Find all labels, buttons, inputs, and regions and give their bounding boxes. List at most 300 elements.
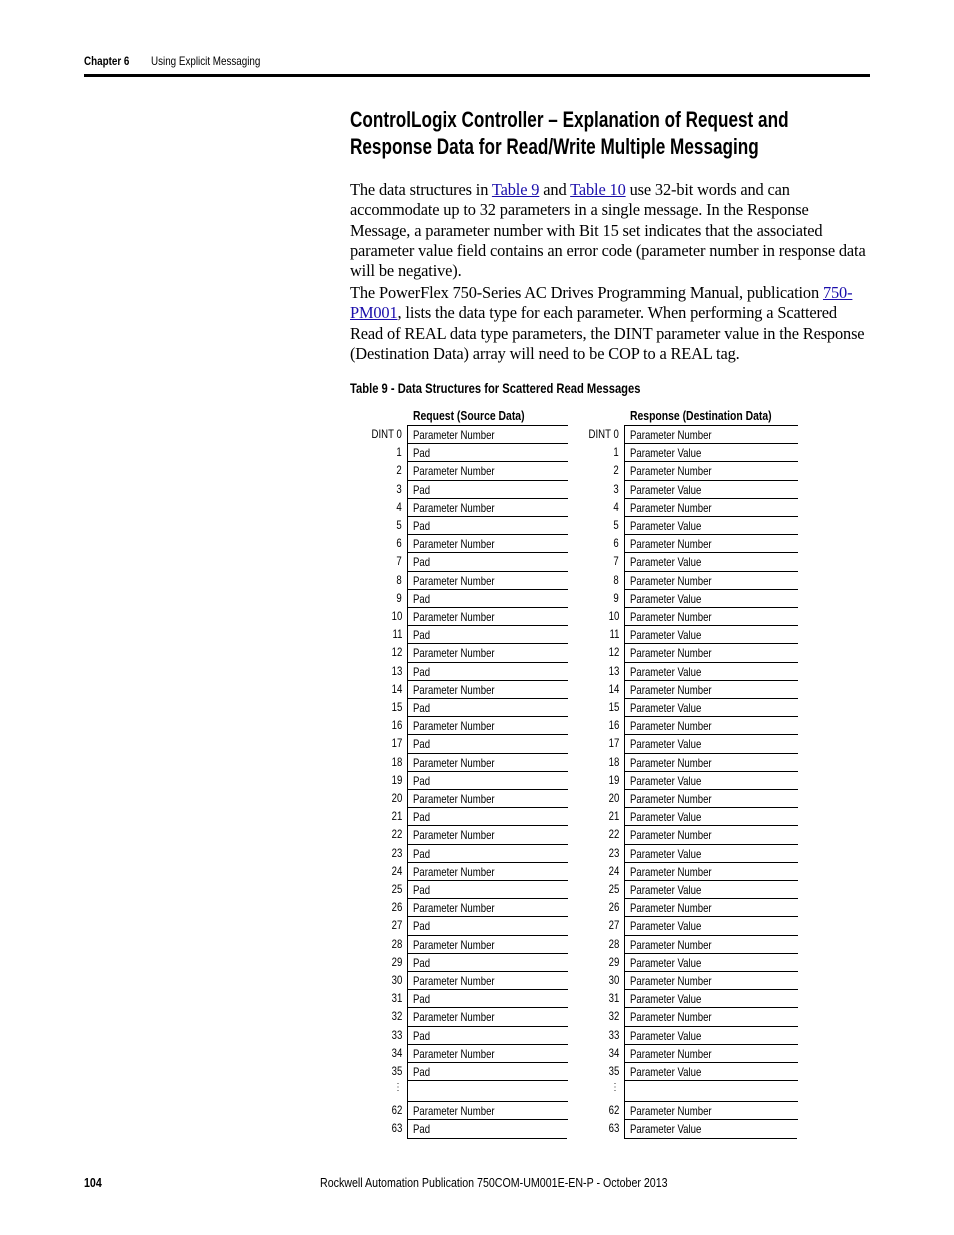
row-label: Pad bbox=[413, 701, 431, 715]
table-row bbox=[342, 935, 568, 953]
row-label: Parameter Value bbox=[630, 919, 702, 934]
row-label: Parameter Value bbox=[630, 519, 702, 533]
row-label: Parameter Value bbox=[630, 737, 702, 752]
table-row bbox=[559, 807, 798, 825]
row-cell bbox=[407, 844, 568, 862]
row-cell bbox=[624, 916, 798, 934]
row-index-text: 8 bbox=[396, 572, 402, 587]
table-row bbox=[342, 571, 568, 589]
row-index-text: 16 bbox=[608, 718, 619, 733]
row-label: Parameter Number bbox=[413, 428, 495, 442]
table-row bbox=[342, 807, 568, 825]
table-bottom-rule bbox=[624, 1138, 797, 1139]
row-cell bbox=[407, 989, 568, 1007]
header-title: Using Explicit Messaging bbox=[151, 54, 261, 68]
row-cell bbox=[624, 607, 798, 625]
table-row bbox=[559, 680, 798, 698]
table-row bbox=[342, 589, 568, 607]
row-cell bbox=[624, 971, 798, 989]
row-index-text: 35 bbox=[608, 1064, 619, 1078]
row-cell bbox=[624, 898, 798, 916]
row-index-text: 28 bbox=[391, 936, 402, 951]
row-cell bbox=[624, 461, 798, 479]
row-index-text: 6 bbox=[396, 536, 402, 551]
row-index-text: 11 bbox=[609, 627, 619, 642]
para1-text-1: The data structures in bbox=[350, 180, 492, 199]
row-label: Parameter Number bbox=[413, 792, 495, 806]
row-index-text: 11 bbox=[392, 627, 402, 642]
table-row bbox=[559, 916, 798, 934]
row-cell bbox=[407, 1101, 568, 1119]
row-index-text: 14 bbox=[391, 681, 402, 696]
header-rule bbox=[84, 74, 870, 77]
row-index-text: 63 bbox=[391, 1121, 402, 1136]
row-index-text: 3 bbox=[396, 481, 402, 496]
row-index bbox=[559, 554, 619, 568]
row-index-text: 25 bbox=[391, 882, 402, 896]
row-index bbox=[342, 1009, 402, 1023]
request-column-header: Request (Source Data) bbox=[413, 408, 525, 423]
table-row bbox=[559, 1026, 798, 1044]
row-index bbox=[559, 882, 619, 896]
row-cell bbox=[407, 862, 568, 880]
table-row bbox=[559, 1044, 798, 1062]
row-index bbox=[342, 900, 402, 914]
row-index bbox=[342, 445, 402, 459]
table-row bbox=[559, 771, 798, 789]
row-index bbox=[342, 427, 402, 441]
row-cell bbox=[407, 734, 568, 752]
table-row bbox=[342, 716, 568, 734]
row-cell bbox=[624, 734, 798, 752]
table-row bbox=[559, 1007, 798, 1025]
table-row bbox=[342, 1080, 568, 1098]
table-row bbox=[559, 716, 798, 734]
publication-link[interactable]: 750-PM001 bbox=[350, 283, 853, 323]
row-cell bbox=[407, 935, 568, 953]
row-label: Parameter Value bbox=[630, 883, 702, 897]
row-cell bbox=[407, 498, 568, 516]
table-row bbox=[342, 1119, 568, 1137]
table-row bbox=[342, 698, 568, 716]
row-index-text: 32 bbox=[608, 1009, 619, 1024]
row-cell bbox=[407, 625, 568, 643]
row-label: Pad bbox=[413, 664, 431, 679]
table-row bbox=[342, 789, 568, 807]
row-cell bbox=[407, 516, 568, 534]
row-label: Parameter Number bbox=[413, 500, 495, 515]
row-index-text: 8 bbox=[613, 572, 619, 587]
row-label: Pad bbox=[413, 846, 431, 861]
table-row bbox=[342, 844, 568, 862]
row-cell bbox=[624, 1026, 798, 1044]
table-caption: Table 9 - Data Structures for Scattered Read Messages bbox=[350, 380, 641, 396]
table-row bbox=[559, 844, 798, 862]
row-index-text: 63 bbox=[608, 1121, 619, 1136]
row-index-text: 16 bbox=[391, 718, 402, 733]
row-cell bbox=[624, 771, 798, 789]
row-index bbox=[559, 664, 619, 678]
row-cell bbox=[407, 534, 568, 552]
row-index bbox=[342, 573, 402, 587]
row-index-text: 5 bbox=[613, 518, 619, 532]
table-row bbox=[559, 498, 798, 516]
row-index bbox=[342, 482, 402, 496]
row-index bbox=[342, 755, 402, 769]
row-cell bbox=[624, 789, 798, 807]
row-index-text: 24 bbox=[391, 863, 402, 878]
row-cell bbox=[624, 716, 798, 734]
row-cell bbox=[624, 844, 798, 862]
row-index bbox=[559, 518, 619, 532]
row-label: Parameter Value bbox=[630, 446, 702, 461]
row-cell bbox=[407, 662, 568, 680]
row-label: Parameter Number bbox=[413, 682, 495, 697]
row-index bbox=[342, 518, 402, 532]
table-row bbox=[559, 443, 798, 461]
row-cell bbox=[624, 534, 798, 552]
row-label: Parameter Number bbox=[630, 500, 712, 515]
row-label: Parameter Value bbox=[630, 591, 702, 606]
table-row bbox=[559, 552, 798, 570]
row-index bbox=[559, 682, 619, 696]
table-row bbox=[342, 662, 568, 680]
row-index-text: 18 bbox=[391, 754, 402, 769]
row-cell bbox=[624, 753, 798, 771]
table-row bbox=[342, 680, 568, 698]
table-row bbox=[342, 862, 568, 880]
row-index-text: 33 bbox=[608, 1027, 619, 1042]
row-label: Parameter Number bbox=[630, 464, 712, 479]
row-cell bbox=[624, 1007, 798, 1025]
row-cell bbox=[407, 643, 568, 661]
row-label: Parameter Number bbox=[630, 646, 712, 661]
table-row bbox=[559, 734, 798, 752]
row-label: Parameter Value bbox=[630, 1028, 702, 1043]
response-column-header: Response (Destination Data) bbox=[630, 408, 772, 423]
row-label: Parameter Value bbox=[630, 555, 702, 570]
row-label: Parameter Value bbox=[630, 773, 702, 788]
row-index bbox=[559, 937, 619, 951]
row-index bbox=[559, 591, 619, 605]
row-index bbox=[559, 827, 619, 841]
table-row bbox=[342, 971, 568, 989]
row-index bbox=[559, 1103, 619, 1117]
row-index-text: 29 bbox=[391, 954, 402, 969]
row-label: Pad bbox=[413, 1028, 431, 1043]
row-index-text: 23 bbox=[608, 845, 619, 860]
row-label: Parameter Number bbox=[630, 1104, 712, 1119]
row-cell bbox=[407, 807, 568, 825]
row-index-text: 33 bbox=[391, 1027, 402, 1042]
row-index bbox=[342, 609, 402, 623]
table-row bbox=[559, 461, 798, 479]
row-cell bbox=[407, 480, 568, 498]
table-row bbox=[559, 825, 798, 843]
row-cell bbox=[624, 1101, 798, 1119]
table-row bbox=[342, 825, 568, 843]
row-index bbox=[342, 991, 402, 1005]
table-row bbox=[559, 880, 798, 898]
row-index bbox=[559, 463, 619, 477]
row-index-text: 7 bbox=[613, 554, 619, 569]
row-index bbox=[559, 1121, 619, 1135]
row-label: Parameter Value bbox=[630, 955, 702, 970]
row-cell bbox=[407, 1026, 568, 1044]
row-index-text: 34 bbox=[608, 1045, 619, 1060]
row-label: Parameter Number bbox=[630, 901, 712, 916]
row-index-text: 27 bbox=[391, 918, 402, 933]
row-cell bbox=[624, 425, 798, 443]
row-index-text: 23 bbox=[391, 845, 402, 860]
row-index-text: 12 bbox=[391, 645, 402, 660]
row-label: Parameter Number bbox=[413, 719, 495, 734]
row-index-text: 9 bbox=[613, 590, 619, 605]
row-label: Parameter Number bbox=[413, 1104, 495, 1119]
table-row bbox=[342, 552, 568, 570]
row-index-text: 35 bbox=[391, 1064, 402, 1078]
row-index bbox=[342, 591, 402, 605]
row-index bbox=[342, 536, 402, 550]
row-index-text: 31 bbox=[608, 991, 619, 1006]
row-index-text: 14 bbox=[608, 681, 619, 696]
row-cell bbox=[624, 953, 798, 971]
row-index-text: 18 bbox=[608, 754, 619, 769]
row-index bbox=[559, 500, 619, 514]
table-row bbox=[559, 698, 798, 716]
row-index bbox=[559, 991, 619, 1005]
row-label: Parameter Value bbox=[630, 1122, 702, 1137]
row-index bbox=[559, 755, 619, 769]
row-index bbox=[559, 573, 619, 587]
row-label: Pad bbox=[413, 482, 431, 497]
table-row bbox=[559, 571, 798, 589]
table-row bbox=[342, 1026, 568, 1044]
row-label: Parameter Number bbox=[630, 974, 712, 988]
section-heading: ControlLogix Controller – Explanation of Request and Response Data for Read/Write Multiple Messaging bbox=[350, 107, 789, 159]
row-label: Parameter Number bbox=[630, 864, 712, 879]
table-row bbox=[342, 771, 568, 789]
table-row bbox=[342, 498, 568, 516]
row-index bbox=[342, 1121, 402, 1135]
row-label: Parameter Number bbox=[413, 937, 495, 952]
row-cell bbox=[407, 443, 568, 461]
row-label: Parameter Number bbox=[413, 646, 495, 661]
row-cell bbox=[624, 589, 798, 607]
table-row bbox=[342, 916, 568, 934]
row-index-text: 15 bbox=[391, 700, 402, 714]
row-label: Parameter Number bbox=[630, 755, 712, 770]
row-cell bbox=[624, 698, 798, 716]
table-row bbox=[342, 425, 568, 443]
row-cell bbox=[624, 862, 798, 880]
row-index-text: 26 bbox=[608, 900, 619, 915]
table-row bbox=[559, 1119, 798, 1137]
row-index-text: 20 bbox=[608, 791, 619, 805]
row-index bbox=[342, 1046, 402, 1060]
row-cell bbox=[407, 953, 568, 971]
row-index-text: 30 bbox=[391, 973, 402, 987]
row-index bbox=[342, 718, 402, 732]
row-index bbox=[342, 554, 402, 568]
row-index-text: 12 bbox=[608, 645, 619, 660]
row-label: Parameter Number bbox=[630, 1010, 712, 1025]
row-index-text: 25 bbox=[608, 882, 619, 896]
page-number: 104 bbox=[84, 1175, 102, 1190]
row-index bbox=[559, 846, 619, 860]
row-cell bbox=[407, 971, 568, 989]
footer-publication: Rockwell Automation Publication 750COM-UM001E-EN-P - October 2013 bbox=[320, 1175, 668, 1190]
row-label: Pad bbox=[413, 446, 431, 461]
row-label: Parameter Number bbox=[413, 464, 495, 479]
row-index-text: 10 bbox=[391, 609, 402, 623]
row-index bbox=[342, 827, 402, 841]
row-index-text: 10 bbox=[608, 609, 619, 623]
row-index-text: 1 bbox=[613, 445, 619, 460]
row-cell bbox=[407, 789, 568, 807]
row-index-text: ⋮ bbox=[394, 1082, 402, 1094]
table-row bbox=[559, 1101, 798, 1119]
row-index-text: 31 bbox=[391, 991, 402, 1006]
row-label: Pad bbox=[413, 591, 431, 606]
row-label: Pad bbox=[413, 773, 431, 788]
row-index-text: DINT 0 bbox=[588, 427, 619, 441]
row-cell bbox=[624, 807, 798, 825]
row-index-text: 2 bbox=[396, 463, 402, 478]
row-label: Pad bbox=[413, 883, 431, 897]
row-cell bbox=[624, 935, 798, 953]
table-row bbox=[559, 935, 798, 953]
row-label: Pad bbox=[413, 992, 431, 1007]
row-index-text: 29 bbox=[608, 954, 619, 969]
row-index bbox=[559, 1028, 619, 1042]
table-row bbox=[342, 461, 568, 479]
table-10-link[interactable]: Table 10 bbox=[570, 180, 626, 199]
row-index bbox=[559, 973, 619, 987]
row-cell bbox=[407, 571, 568, 589]
row-index-text: 17 bbox=[391, 736, 402, 751]
row-cell bbox=[624, 1119, 798, 1137]
row-index bbox=[342, 1103, 402, 1117]
row-index-text: 3 bbox=[613, 481, 619, 496]
row-cell bbox=[624, 552, 798, 570]
row-index bbox=[342, 846, 402, 860]
row-label: Parameter Number bbox=[413, 864, 495, 879]
table-9-link[interactable]: Table 9 bbox=[491, 180, 540, 199]
row-index bbox=[559, 427, 619, 441]
table-row bbox=[559, 789, 798, 807]
row-label: Parameter Value bbox=[630, 992, 702, 1007]
row-cell bbox=[407, 880, 568, 898]
row-index bbox=[559, 736, 619, 750]
row-cell bbox=[407, 461, 568, 479]
row-index bbox=[559, 900, 619, 914]
row-cell bbox=[624, 571, 798, 589]
row-index bbox=[342, 809, 402, 823]
row-index-text: 62 bbox=[391, 1103, 402, 1118]
row-index bbox=[342, 1064, 402, 1078]
row-label: Parameter Value bbox=[630, 1065, 702, 1079]
row-label: Parameter Number bbox=[413, 901, 495, 916]
row-label: Parameter Number bbox=[413, 974, 495, 988]
row-index bbox=[342, 973, 402, 987]
row-label: Parameter Value bbox=[630, 701, 702, 715]
row-index bbox=[559, 809, 619, 823]
row-index-text: 19 bbox=[608, 772, 619, 787]
row-label: Parameter Number bbox=[630, 1046, 712, 1061]
row-cell bbox=[407, 825, 568, 843]
row-index-text: 2 bbox=[613, 463, 619, 478]
row-index-text: 17 bbox=[608, 736, 619, 751]
row-index bbox=[342, 918, 402, 932]
table-row bbox=[559, 643, 798, 661]
row-index bbox=[342, 1082, 402, 1094]
row-index bbox=[559, 773, 619, 787]
row-label: Parameter Number bbox=[630, 792, 712, 806]
table-row bbox=[559, 953, 798, 971]
table-bottom-rule bbox=[407, 1138, 567, 1139]
table-row bbox=[342, 607, 568, 625]
row-cell bbox=[407, 698, 568, 716]
row-index-text: 13 bbox=[391, 663, 402, 678]
row-index bbox=[559, 1064, 619, 1078]
row-index bbox=[559, 918, 619, 932]
row-cell bbox=[624, 680, 798, 698]
row-index-text: 15 bbox=[608, 700, 619, 714]
row-label: Parameter Number bbox=[630, 937, 712, 952]
row-index-text: 32 bbox=[391, 1009, 402, 1024]
row-index bbox=[559, 482, 619, 496]
row-index bbox=[342, 682, 402, 696]
row-index bbox=[342, 955, 402, 969]
row-label: Parameter Number bbox=[413, 755, 495, 770]
row-index bbox=[342, 645, 402, 659]
paragraph-programming-manual bbox=[350, 283, 872, 364]
row-index-text: 22 bbox=[608, 827, 619, 842]
row-index bbox=[559, 445, 619, 459]
row-label: Parameter Value bbox=[630, 810, 702, 825]
row-index bbox=[559, 1009, 619, 1023]
row-cell bbox=[407, 1044, 568, 1062]
table-row bbox=[559, 425, 798, 443]
row-label: Pad bbox=[413, 519, 431, 533]
row-label: Parameter Number bbox=[413, 537, 495, 552]
row-label: Parameter Number bbox=[630, 428, 712, 442]
row-index bbox=[342, 463, 402, 477]
row-index-text: 6 bbox=[613, 536, 619, 551]
table-row bbox=[342, 625, 568, 643]
row-index-text: 9 bbox=[396, 590, 402, 605]
row-label: Parameter Number bbox=[630, 828, 712, 843]
table-row bbox=[342, 898, 568, 916]
row-index bbox=[342, 864, 402, 878]
row-cell bbox=[407, 1062, 568, 1080]
row-cell bbox=[624, 989, 798, 1007]
table-row bbox=[342, 1044, 568, 1062]
row-cell bbox=[624, 1080, 798, 1101]
row-label: Parameter Number bbox=[630, 719, 712, 734]
row-label: Parameter Number bbox=[630, 573, 712, 588]
row-cell bbox=[407, 771, 568, 789]
row-label: Parameter Value bbox=[630, 846, 702, 861]
table-row bbox=[342, 443, 568, 461]
row-index bbox=[559, 864, 619, 878]
row-index-text: 22 bbox=[391, 827, 402, 842]
row-label: Pad bbox=[413, 955, 431, 970]
paragraph-data-structures bbox=[350, 180, 872, 281]
row-index-text: 21 bbox=[608, 809, 619, 824]
row-index-text: 4 bbox=[613, 499, 619, 514]
